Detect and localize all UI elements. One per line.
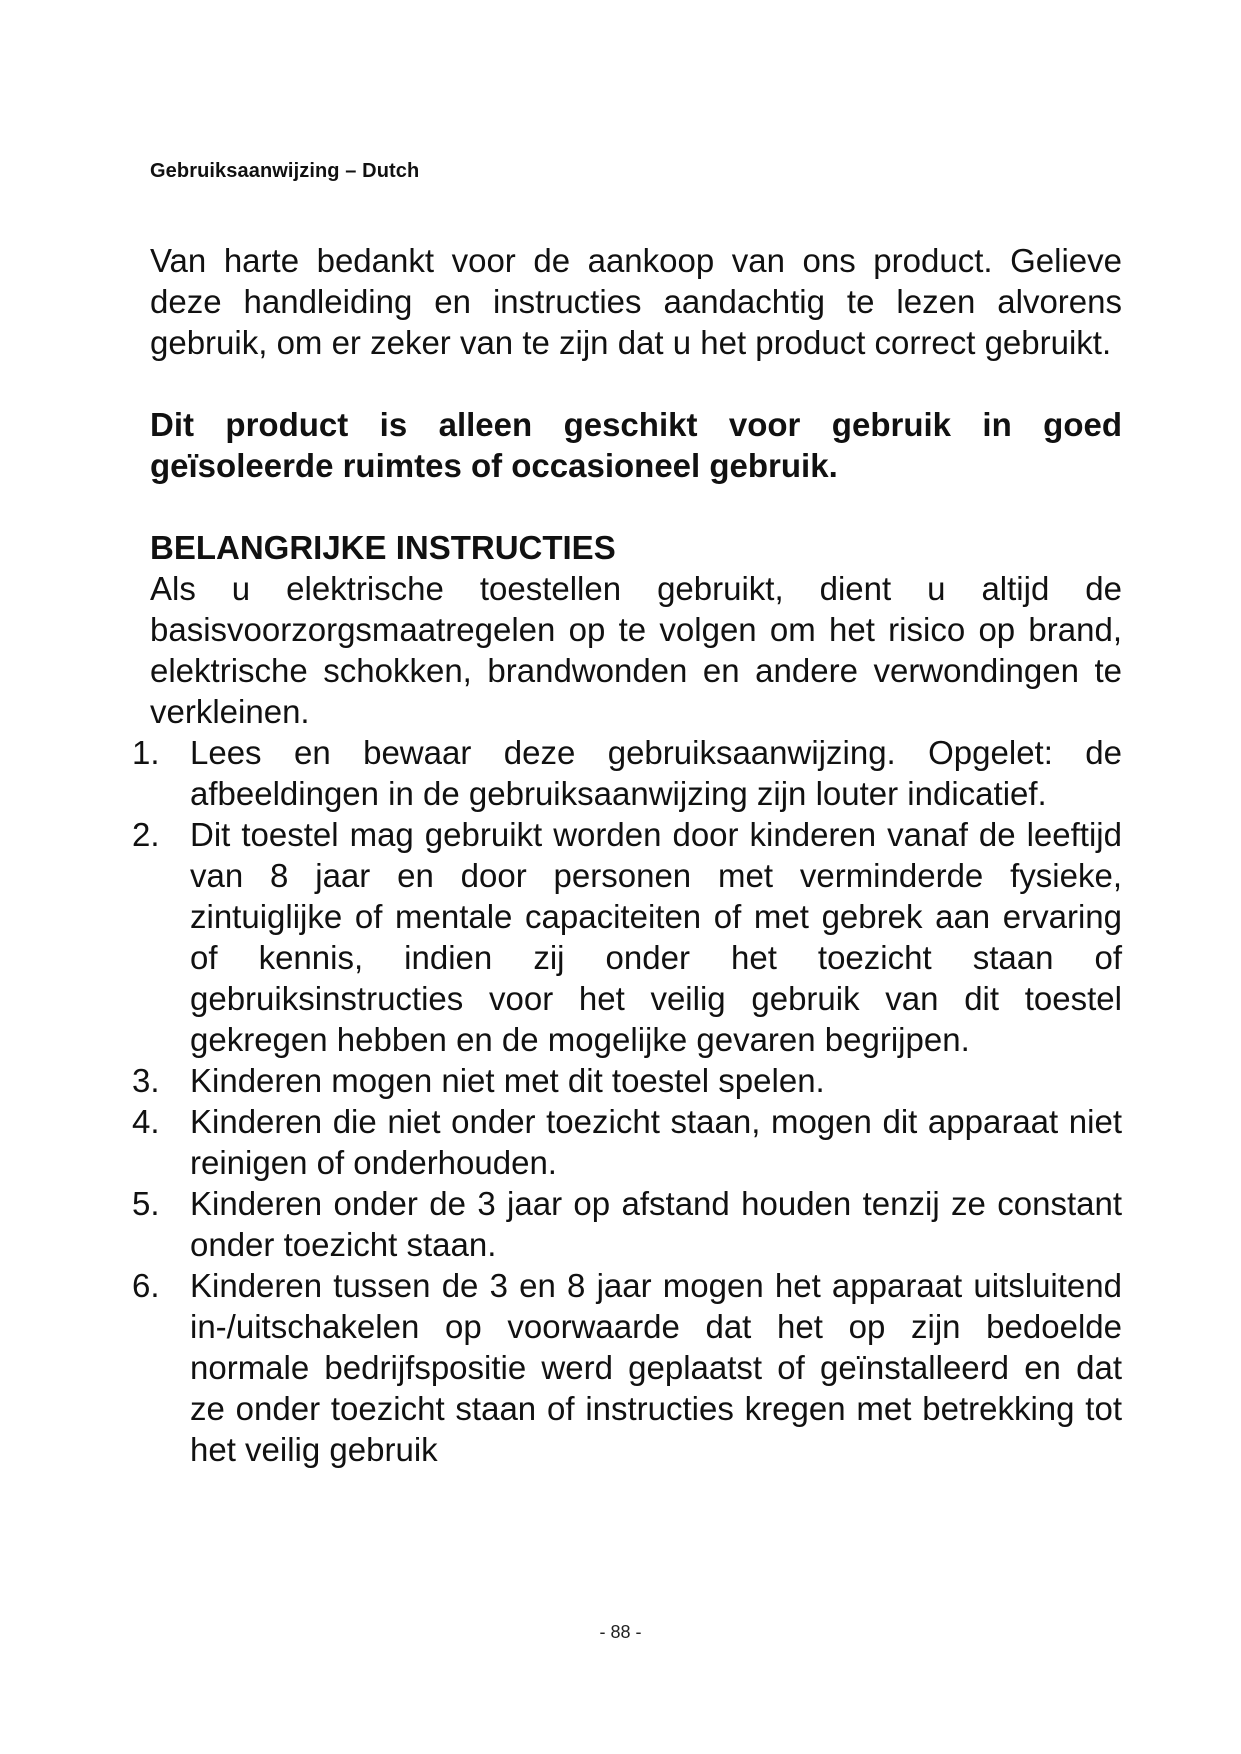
section-title: BELANGRIJKE INSTRUCTIES	[150, 529, 616, 566]
instruction-item	[132, 814, 1122, 1060]
instruction-text: Kinderen onder de 3 jaar op afstand houden tenzij ze constant onder toezicht staan.	[190, 1185, 1122, 1263]
instruction-number: 4.	[132, 1103, 160, 1140]
document-content	[132, 240, 1122, 1470]
instruction-text: Lees en bewaar deze gebruiksaanwijzing. Opgelet: de afbeeldingen in de gebruiksaanwijzing zijn louter indicatief.	[190, 734, 1122, 812]
intro-paragraph: Van harte bedankt voor de aankoop van ons product. Gelieve deze handleiding en instructies aandachtig te lezen alvorens gebruik, om er zeker van te zijn dat u het product correct gebruikt.	[150, 242, 1122, 361]
instruction-number: 2.	[132, 816, 160, 853]
instruction-number: 5.	[132, 1185, 160, 1222]
instruction-item	[132, 1265, 1122, 1470]
warning-paragraph: Dit product is alleen geschikt voor gebruik in goed geïsoleerde ruimtes of occasioneel gebruik.	[150, 406, 1122, 484]
instruction-number: 3.	[132, 1062, 160, 1099]
instruction-list	[132, 732, 1122, 1470]
instruction-text: Kinderen tussen de 3 en 8 jaar mogen het apparaat uitsluitend in-/uitschakelen op voorwaarde dat het op zijn bedoelde normale bedrijfspositie werd geplaatst of geïnstalleerd en dat ze onder toezicht staan of instructies kregen met betrekking tot het veilig gebruik	[190, 1267, 1122, 1468]
instruction-item	[132, 1060, 1122, 1101]
instruction-text: Dit toestel mag gebruikt worden door kinderen vanaf de leeftijd van 8 jaar en door personen met verminderde fysieke, zintuiglijke of mentale capaciteiten of met gebrek aan ervaring of kennis, indien zij onder het toezicht staan of gebruiksinstructies voor het veilig gebruik van dit toestel gekregen hebben en de mogelijke gevaren begrijpen.	[190, 816, 1122, 1058]
instruction-text: Kinderen mogen niet met dit toestel spelen.	[190, 1062, 825, 1099]
instruction-text: Kinderen die niet onder toezicht staan, mogen dit apparaat niet reinigen of onderhouden.	[190, 1103, 1122, 1181]
instruction-item	[132, 1183, 1122, 1265]
document-header-label: Gebruiksaanwijzing – Dutch	[150, 160, 420, 182]
instruction-item	[132, 732, 1122, 814]
section-body: Als u elektrische toestellen gebruikt, dient u altijd de basisvoorzorgsmaatregelen op te volgen om het risico op brand, elektrische schokken, brandwonden en andere verwondingen te verkleinen.	[150, 570, 1122, 730]
page-number: - 88 -	[599, 1622, 642, 1642]
instruction-number: 1.	[132, 734, 160, 771]
instruction-number: 6.	[132, 1267, 160, 1304]
instruction-item	[132, 1101, 1122, 1183]
